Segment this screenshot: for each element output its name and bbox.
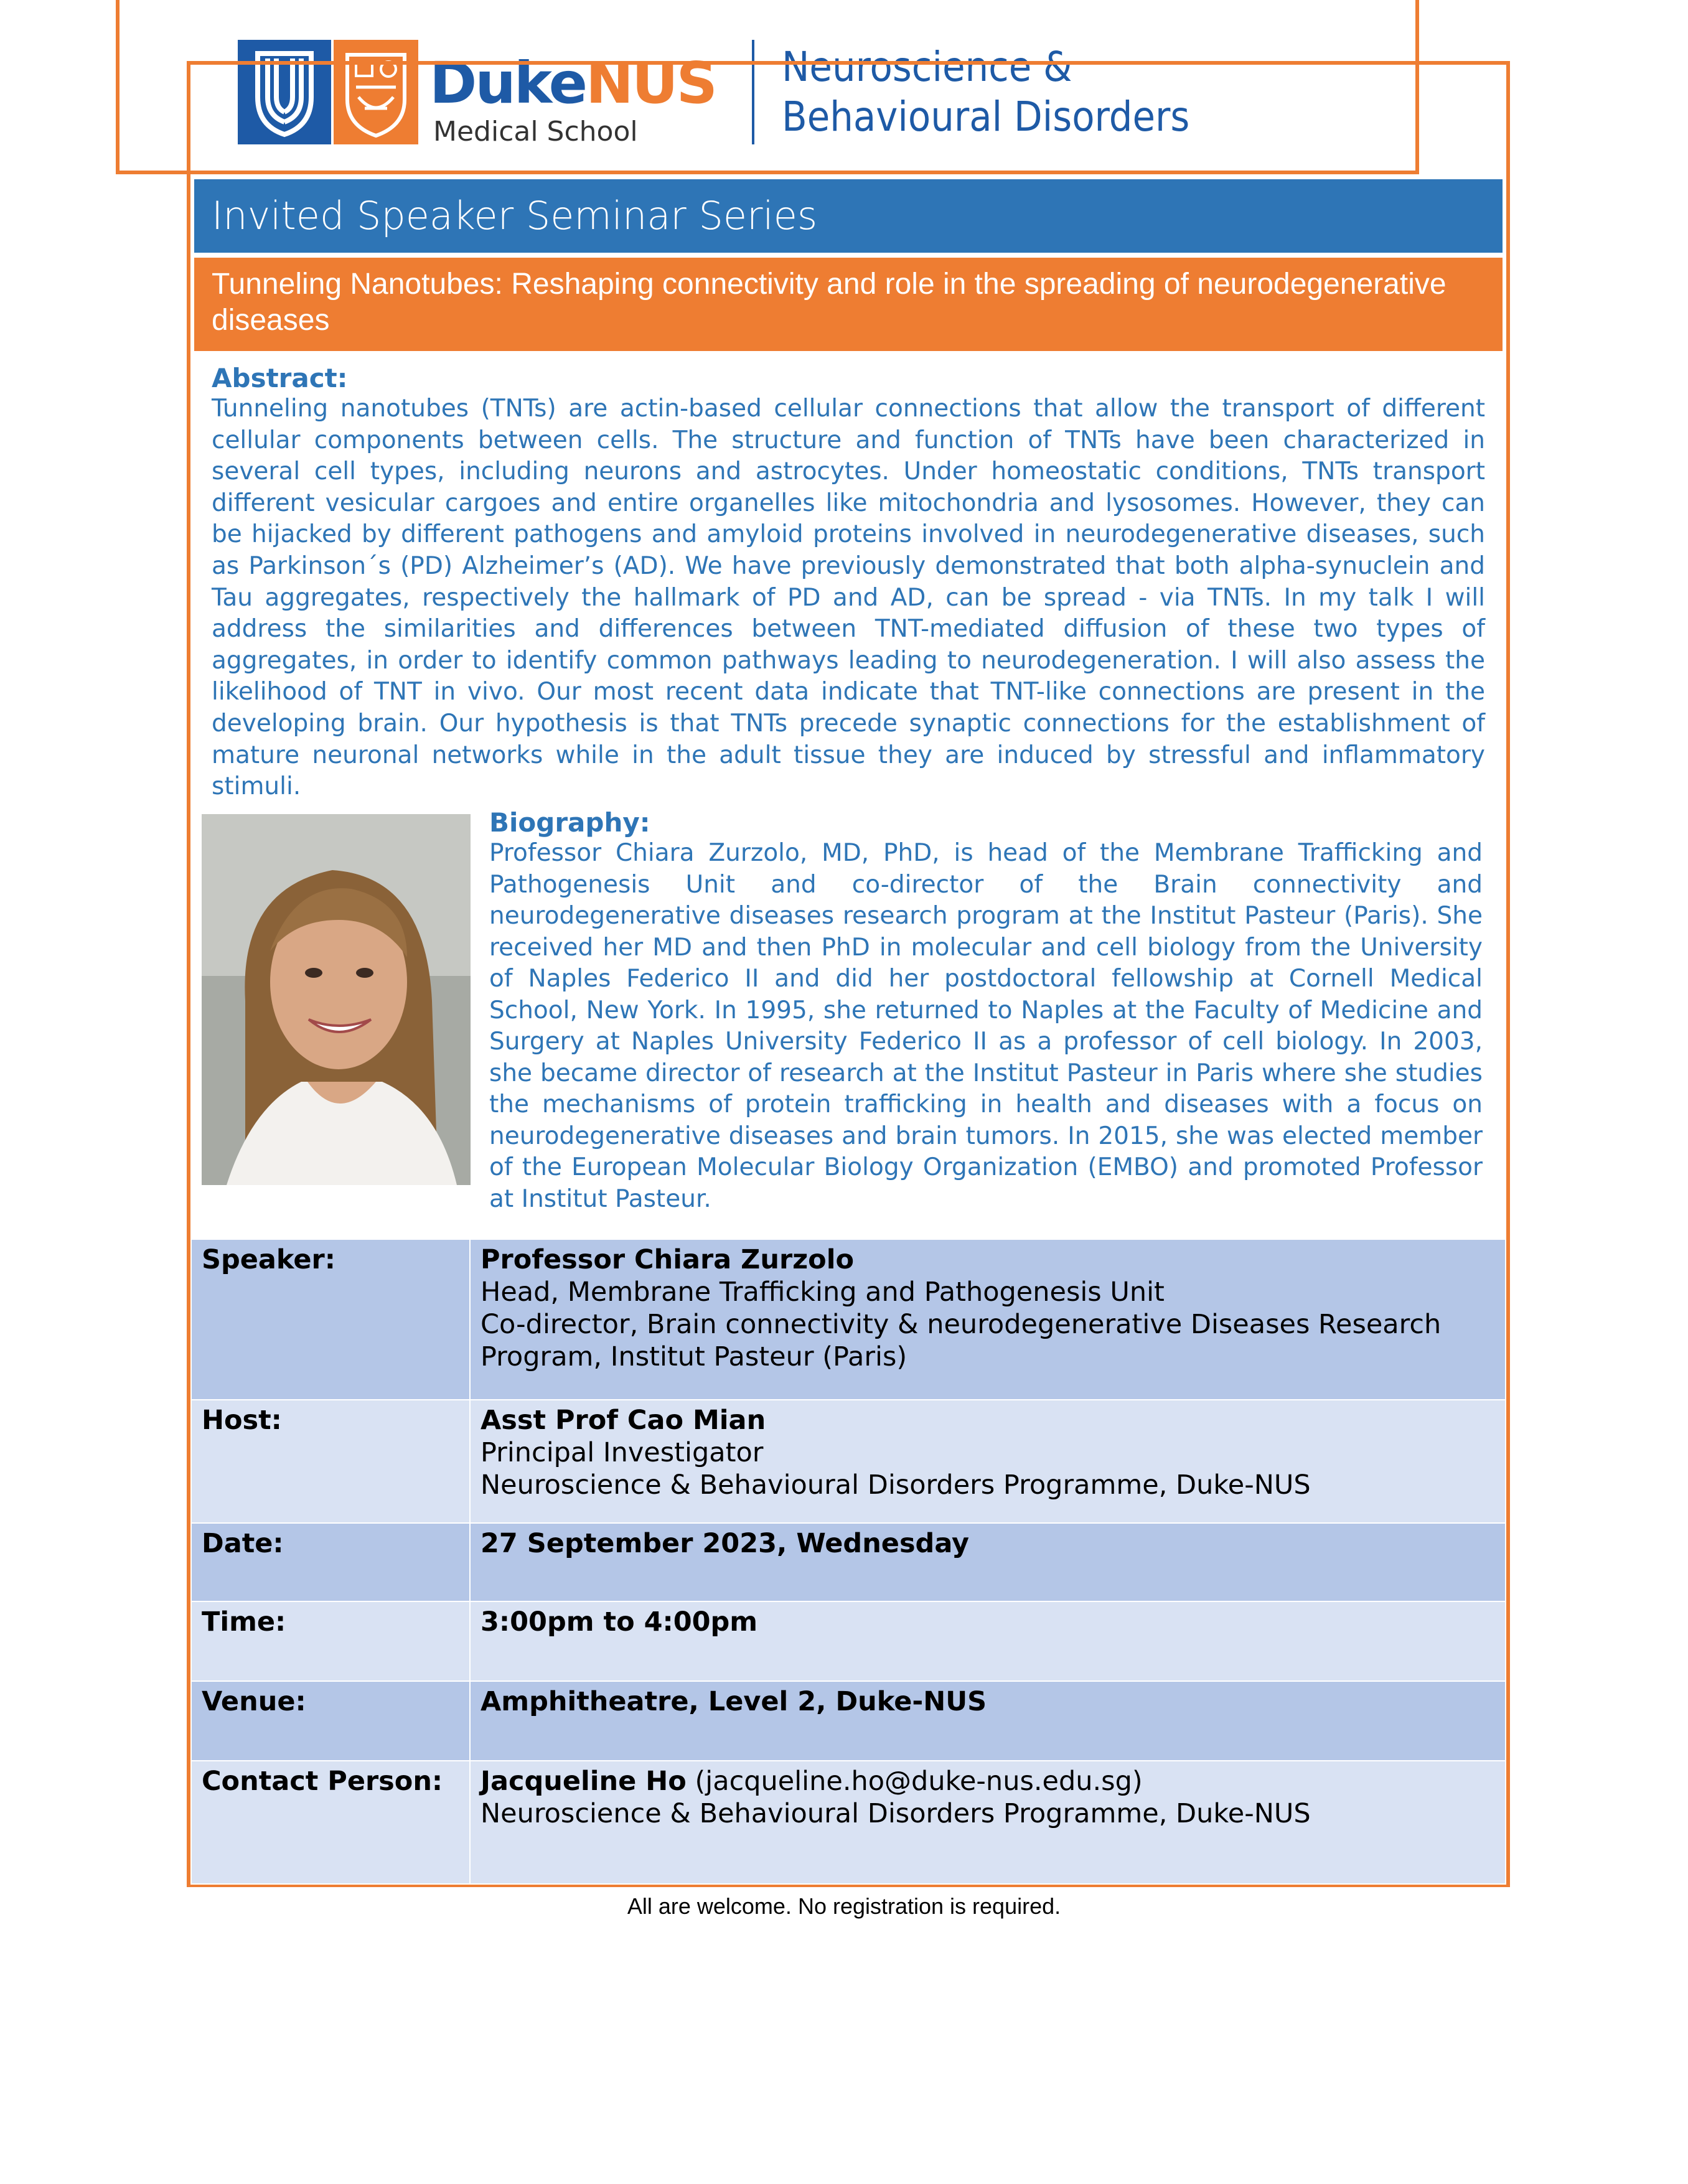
abstract-section [212, 363, 1485, 803]
logo-nus-text: NUS [585, 50, 716, 116]
venue-value: Amphitheatre, Level 2, Duke-NUS [470, 1681, 1506, 1761]
logo-subtitle: Medical School [433, 116, 638, 148]
speaker-affiliation: Co-director, Brain connectivity & neurodegenerative Diseases Research Program, Institut Pasteur (Paris) [481, 1309, 1442, 1372]
host-name: Asst Prof Cao Mian [481, 1405, 766, 1436]
programme-line-2: Behavioural Disorders [782, 93, 1190, 141]
contact-affiliation: Neuroscience & Behavioural Disorders Programme, Duke-NUS [481, 1798, 1311, 1829]
abstract-text: Tunneling nanotubes (TNTs) are actin-based cellular connections that allow the transport of different cellular components between cells. The structure and function of TNTs have been characterized in several cell types, including neurons and astrocytes. Under homeostatic conditions, TNTs transport different vesicular cargoes and entire organelles like mitochondria and lysosomes. However, they can be hijacked by different pathogens and amyloid proteins involved in neurodegenerative diseases, such as Parkinson´s (PD) Alzheimer’s (AD). We have previously demonstrated that both alpha-synuclein and Tau aggregates, respectively the hallmark of PD and AD, can be spread - via TNTs. In my talk I will address the similarities and differences between TNT-mediated diffusion of these two types of aggregates, in order to identify common pathways leading to neurodegeneration. I will also assess the likelihood of TNT in vivo. Our most recent data indicate that TNT-like connections are present in the developing brain. Our hypothesis is that TNTs precede synaptic connections for the establishment of mature neuronal networks while in the adult tissue they are induced by stressful and inflammatory stimuli. [212, 395, 1485, 801]
host-role: Principal Investigator [481, 1437, 764, 1468]
contact-label: Contact Person: [191, 1761, 470, 1884]
speaker-photo [202, 814, 471, 1185]
speaker-label: Speaker: [191, 1239, 470, 1400]
speaker-value [470, 1239, 1506, 1400]
table-row-date [191, 1523, 1506, 1601]
event-details-table [190, 1239, 1506, 1885]
table-row-speaker [191, 1239, 1506, 1400]
series-title-bar: Invited Speaker Seminar Series [194, 179, 1503, 253]
programme-line-1: Neuroscience & [782, 43, 1072, 91]
time-value: 3:00pm to 4:00pm [470, 1601, 1506, 1681]
contact-email[interactable]: (jacqueline.ho@duke-nus.edu.sg) [695, 1766, 1143, 1797]
contact-value [470, 1761, 1506, 1884]
table-row-contact [191, 1761, 1506, 1884]
abstract-heading: Abstract: [212, 363, 348, 393]
time-label: Time: [191, 1601, 470, 1681]
biography-heading: Biography: [489, 807, 650, 838]
logo-duke-text: Duke [429, 50, 586, 116]
table-row-venue [191, 1681, 1506, 1761]
speaker-role: Head, Membrane Trafficking and Pathogenesis Unit [481, 1277, 1165, 1308]
host-affiliation: Neuroscience & Behavioural Disorders Programme, Duke-NUS [481, 1469, 1311, 1501]
footer-note: All are welcome. No registration is required. [627, 1893, 1061, 1919]
date-value: 27 September 2023, Wednesday [470, 1523, 1506, 1601]
contact-name: Jacqueline Ho [481, 1766, 687, 1797]
biography-section [489, 808, 1483, 1215]
talk-title-bar: Tunneling Nanotubes: Reshaping connectivity and role in the spreading of neurodegenerative diseases [194, 258, 1503, 351]
speaker-name: Professor Chiara Zurzolo [481, 1244, 855, 1275]
venue-label: Venue: [191, 1681, 470, 1761]
table-row-host [191, 1400, 1506, 1523]
date-label: Date: [191, 1523, 470, 1601]
host-label: Host: [191, 1400, 470, 1523]
biography-text: Professor Chiara Zurzolo, MD, PhD, is head of the Membrane Trafficking and Pathogenesis Unit and co-director of the Brain connectivity and neurodegenerative diseases research program at the Institut Pasteur (Paris). She received her MD and then PhD in molecular and cell biology from the University of Naples Federico II and did her postdoctoral fellowship at Cornell Medical School, New York. In 1995, she returned to Naples at the Faculty of Medicine and Surgery at Naples University Federico II as a professor of cell biology. In 2003, she became director of research at the Institut Pasteur in Paris where she studies the mechanisms of protein trafficking in health and diseases with a focus on neurodegenerative diseases and brain tumors. In 2015, she was elected member of the European Molecular Biology Organization (EMBO) and promoted Professor at Institut Pasteur. [489, 839, 1483, 1213]
host-value [470, 1400, 1506, 1523]
table-row-time [191, 1601, 1506, 1681]
